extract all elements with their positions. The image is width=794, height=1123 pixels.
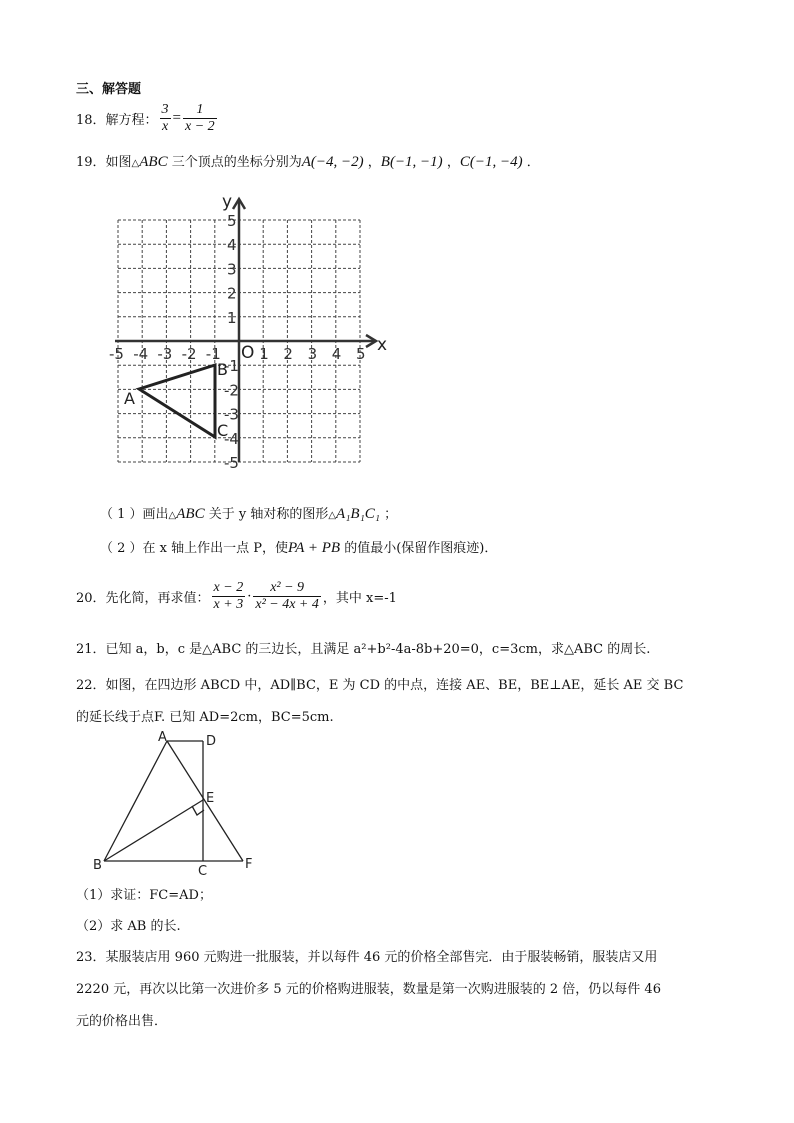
vertex-a-label: A (124, 389, 135, 408)
q20-fraction-right: $\frac{\text{x² − 9}}{\text{x² − 4x + 4}}$ (255, 579, 319, 612)
x-tick-label: 2 (283, 345, 293, 363)
q19-sub1: （ 1 ）画出△ABC 关于 y 轴对称的图形△A₁B₁C₁ ； (100, 506, 398, 522)
quadrilateral-figure (88, 728, 268, 878)
q22-sub2: （2）求 AB 的长. (76, 919, 181, 934)
q20-fraction-left: $\frac{x - 2}{x + 3}$ (213, 579, 244, 612)
coordinate-grid-figure (100, 190, 400, 475)
label-e: E (206, 791, 215, 806)
y-tick-label: -5 (224, 454, 239, 472)
y-tick-label: -4 (224, 429, 239, 448)
q22-sub1: （1）求证：FC=AD； (76, 888, 212, 903)
question-23-line2: 2220 元，再次以比第一次进价多 5 元的价格购进服装，数量是第一次购进服装的 2 倍，仍以每件 46 (76, 982, 661, 997)
y-tick-label: -3 (224, 405, 239, 424)
x-tick-label: -1 (205, 345, 221, 363)
y-tick-label: 3 (227, 260, 237, 279)
triangle-abc (139, 365, 215, 437)
question-22-line1: 22．如图，在四边形 ABCD 中，AD∥BC，E 为 CD 的中点，连接 AE、BE，BE⊥AE，延长 AE 交 BC (76, 678, 684, 693)
q19-sub2: （ 2 ）在 x 轴上作出一点 P，使PA + PB 的值最小(保留作图痕迹)． (100, 540, 498, 556)
y-tick-label: 1 (227, 308, 237, 327)
q18-equals: = (172, 109, 182, 126)
vertex-c-label: C (217, 421, 229, 440)
x-tick-label: -2 (181, 345, 197, 363)
x-tick-label: 5 (356, 345, 366, 363)
origin-label: O (241, 343, 255, 363)
q18-text: 18．解方程： (76, 112, 158, 128)
question-20: 20．先化简，再求值： $\frac{x - 2}{x + 3}$ · $\frac{\text{x² − 9}}{\text{x² − 4x + 4}}$ ，其中 x=-1 (76, 579, 397, 612)
question-18 (76, 100, 219, 136)
y-tick-label: -1 (224, 357, 239, 376)
x-tick-label: 1 (259, 345, 269, 363)
q18-fraction-left: $\frac{3}{x}$ (161, 101, 169, 134)
question-23-line1: 23．某服装店用 960 元购进一批服装，并以每件 46 元的价格全部售完．由于服装畅销，服装店又用 (76, 950, 658, 965)
question-22-line2: 的延长线于点F. 已知 AD=2cm，BC=5cm. (76, 710, 334, 725)
y-tick-label: 5 (227, 212, 237, 230)
point-b-coord: B(−1, −1) (380, 154, 443, 170)
section-heading: 三、解答题 (76, 82, 142, 97)
label-c: C (198, 864, 208, 878)
y-tick-label: 2 (227, 284, 237, 303)
q18-fraction-right: $\frac{1}{x - 2}$ (185, 101, 215, 134)
y-tick-label: 4 (227, 236, 237, 255)
label-f: F (245, 857, 253, 872)
x-tick-label: 4 (331, 345, 342, 363)
x-axis-label: x (377, 335, 388, 355)
question-23-line3: 元的价格出售． (76, 1014, 168, 1029)
x-tick-label: -5 (109, 345, 124, 363)
label-d: D (206, 734, 217, 749)
question-21: 21．已知 a，b，c 是△ABC 的三边长，且满足 a²+b²-4a-8b+20=0，c=3cm，求△ABC 的周长. (76, 642, 651, 657)
question-19: 19．如图△ABC 三个顶点的坐标分别为A(−4, −2) ，B(−1, −1) ，C(−1, −4) ． (76, 154, 540, 170)
y-tick-label: -2 (224, 381, 239, 400)
label-b: B (93, 858, 102, 873)
x-tick-label: 3 (307, 345, 318, 363)
point-c-coord: C(−1, −4) (459, 154, 523, 170)
vertex-b-label: B (217, 360, 228, 379)
x-tick-label: -4 (133, 345, 149, 363)
point-a-coord: A(−4, −2) (301, 154, 364, 170)
x-tick-label: -3 (157, 345, 173, 363)
axes (115, 199, 376, 462)
label-a: A (158, 730, 167, 745)
y-axis-label: y (222, 192, 233, 212)
